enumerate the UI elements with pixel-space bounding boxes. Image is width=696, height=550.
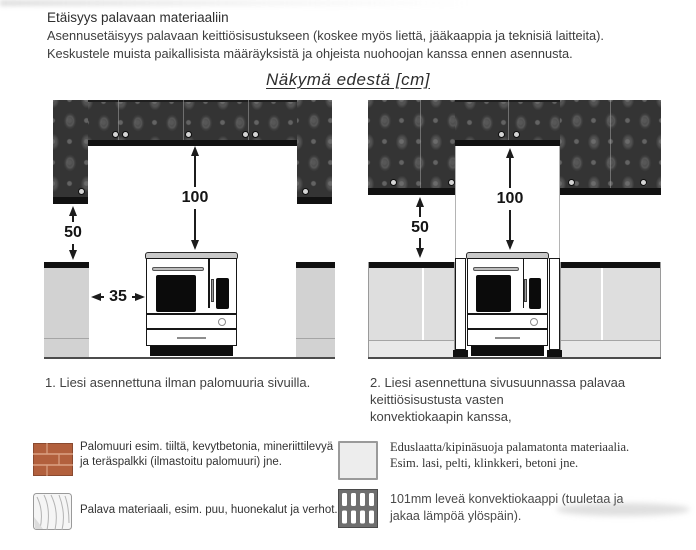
brick-firewall-icon [33,443,73,476]
legend-item-firewall [80,440,360,469]
legend-line: jakaa lämpöä ylöspäin). [390,509,522,523]
stove [466,252,549,356]
cabinet-door-divider [610,100,611,188]
dim-value: 35 [109,288,127,306]
dim-line [194,209,196,240]
cabinet-bottom-strip [560,188,661,195]
dim-line [509,210,511,240]
legend-line: ja teräspalkki (ilmastoitu palomuuri) jne. [80,455,282,468]
cabinet-door-gap [601,268,603,340]
legend-line: Palomuuri esim. tiiltä, kevytbetonia, mineriittilevyä [80,441,334,453]
base-cabinet-left [44,262,89,358]
cabinet-knob [242,131,249,138]
dim-line [419,207,421,217]
arrowhead-left [91,293,101,301]
countertop [44,262,89,268]
drawer-knob [530,318,538,326]
caption-line: keittiösisustusta vasten [370,392,504,407]
cabinet-plinth [369,341,454,358]
cabinet-knob [448,179,455,186]
diagram-2-caption [370,374,670,425]
arrowhead-down [416,248,424,258]
dim-side-clearance [62,206,84,260]
cabinet-knob [252,131,259,138]
projection-line [559,146,560,258]
stove [145,252,238,356]
cabinet-knob [78,188,85,195]
oven-window [476,275,512,312]
diagram-1-caption [45,374,365,391]
floor-line [368,357,661,359]
cabinet-plinth [561,341,660,358]
dim-value: 100 [496,190,524,208]
arrowhead-up [191,146,199,156]
caption-line: 2. Liesi asennettuna sivusuunnassa palavaa [370,375,626,390]
cabinet-knob [568,179,575,186]
dim-line [194,156,196,187]
hearth-plate-icon [338,441,378,480]
firebox-handle [524,279,527,302]
dim-side-clearance [409,197,431,258]
arrowhead-down [69,250,77,260]
convection-grid-icon [338,489,378,528]
stove-body [467,258,548,346]
oven-window [156,275,196,312]
convection-cabinet-left [455,258,466,350]
cabinet-bottom-strip [455,140,560,146]
arrowhead-right [135,293,145,301]
legend-line: 101mm leveä konvektiokaappi (tuuletaa ja [390,492,624,506]
cabinet-knob [122,131,129,138]
base-cabinet-right [296,262,335,358]
oven-door-handle [473,267,519,271]
caption-line: 1. Liesi asennettuna ilman palomuuria sivuilla. [45,375,311,390]
arrowhead-up [506,148,514,158]
stove-body [146,258,237,346]
cabinet-seam [296,338,335,339]
cabinet-knob [302,188,309,195]
dim-line [509,158,511,188]
arrowhead-up [416,197,424,207]
scan-smudge-top [0,0,470,6]
drawer-divider [468,328,547,330]
firebox-handle [211,279,214,302]
scan-smudge-bottom [556,503,690,516]
drawer-knob [218,318,226,326]
legend-line: Esim. lasi, pelti, klinkkeri, betoni jne. [390,455,579,470]
cabinet-door-gap [422,268,424,340]
cabinet-knob [185,131,192,138]
cabinet-bottom-strip [53,197,88,204]
stove-plinth [471,346,544,356]
legend-line: Eduslaatta/kipinäsuoja palamatonta materiaalia. [390,440,630,454]
oven-door-handle [152,267,204,271]
cabinet-knob [513,131,520,138]
dim-line [419,238,421,248]
firebox-window [529,278,541,309]
legend-item-flammable [80,503,370,518]
dim-front-clearance [91,289,145,305]
diagram-2-front-view [366,98,664,361]
cabinet-door-divider [183,100,184,140]
intro-line-1: Asennusetäisyys palavaan keittiösisustukseen (koskee myös liettä, jääkaappia ja teknisiä laitteita). [47,28,604,43]
cabinet-door-divider [420,100,421,188]
cabinet-bottom-strip [297,197,332,204]
cabinet-knob [640,179,647,186]
drawer-handle [495,337,520,339]
countertop [561,262,660,268]
dim-top-clearance [181,146,209,250]
caption-line: konvektiokaapin kanssa, [370,409,512,424]
upper-cabinet-left-section [368,100,455,195]
wood-grain-icon [33,493,72,530]
base-cabinet-left [368,262,455,358]
dim-value: 50 [411,218,429,236]
drawer-divider [147,328,236,330]
intro-line-2: Keskustele muista paikallisista määräyksistä ja ohjeista nuohoojan kanssa ennen asennusta. [47,46,573,61]
dim-value: 100 [181,189,209,207]
dim-value: 50 [64,224,82,242]
convection-cabinet-right [549,258,560,350]
drawer-divider [468,313,547,315]
upper-cabinets-band [53,100,332,142]
drawer-handle [177,337,205,339]
cabinet-knob [498,131,505,138]
cabinet-bottom-strip [368,188,455,195]
firebox-window [216,278,229,309]
countertop [296,262,335,268]
dim-top-clearance [496,148,524,250]
floor-line [44,357,335,359]
page-title: Etäisyys palavaan materiaaliin [47,10,229,25]
base-cabinet-right [560,262,661,358]
legend-line: Palava materiaali, esim. puu, huonekalut ja verhot. [80,504,338,516]
diagram-1-front-view [43,98,335,361]
arrowhead-down [506,240,514,250]
view-label: Näkymä edestä [cm] [266,70,430,89]
countertop [369,262,454,268]
cabinet-knob [390,179,397,186]
cabinet-knob [112,131,119,138]
legend-item-hearth-plate [390,440,680,471]
projection-line [455,146,456,258]
arrowhead-down [191,240,199,250]
cabinet-door-divider [508,100,509,140]
drawer-divider [147,313,236,315]
cabinet-seam [44,338,89,339]
stove-plinth [150,346,233,356]
arrowhead-up [69,206,77,216]
